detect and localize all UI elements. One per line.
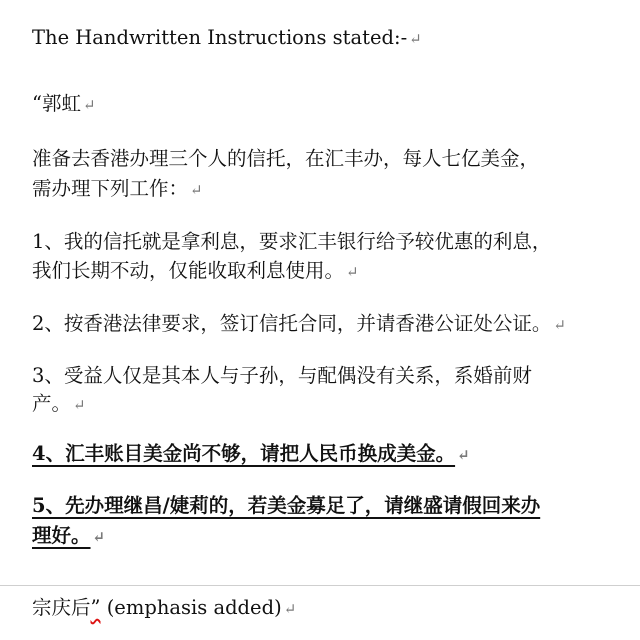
item-5-line-1: [32, 492, 540, 520]
signoff-name: 宗庆后: [32, 596, 91, 619]
item-3-text-1: 3、受益人仅是其本人与子孙，与配偶没有关系，系婚前财: [32, 364, 532, 387]
item-2-line-1: [32, 310, 566, 339]
item-5-text-1: 5、先办理继昌/婕莉的，若美金募足了，请继盛请假回来办: [32, 494, 541, 517]
heading-text: The Handwritten Instructions stated:-: [32, 26, 408, 49]
item-3-line-1: [32, 362, 532, 390]
paragraph-mark-icon: ↵: [283, 600, 297, 618]
item-1-line-1: [32, 228, 551, 256]
paragraph-mark-icon: ↵: [457, 446, 470, 464]
item-5-line-2: [32, 522, 105, 551]
item-3-line-2: [32, 390, 86, 419]
intro-line-1: [32, 145, 539, 173]
item-1-line-2: [32, 257, 359, 286]
paragraph-mark-icon: ↵: [190, 181, 203, 199]
salutation-line: [32, 90, 96, 119]
paragraph-mark-icon: ↵: [409, 30, 422, 48]
heading-line: [32, 24, 422, 53]
signoff-quote: ”: [90, 596, 101, 619]
intro-line-2: [32, 175, 203, 204]
paragraph-mark-icon: ↵: [553, 316, 566, 334]
item-4-text-1: 4、汇丰账目美金尚不够，请把人民币换成美金。: [32, 442, 456, 465]
signoff-note: (emphasis added): [100, 596, 282, 619]
signoff-line: [32, 594, 296, 623]
item-1-text-2: 我们长期不动，仅能收取利息使用。: [32, 259, 345, 282]
item-1-text-1: 1、我的信托就是拿利息，要求汇丰银行给予较优惠的利息，: [32, 230, 552, 253]
intro-text-1: 准备去香港办理三个人的信托，在汇丰办，每人七亿美金，: [32, 147, 540, 170]
paragraph-mark-icon: ↵: [346, 263, 359, 281]
intro-text-2: 需办理下列工作：: [32, 177, 189, 200]
item-2-text-1: 2、按香港法律要求，签订信托合同，并请香港公证处公证。: [32, 312, 552, 335]
paragraph-mark-icon: ↵: [82, 96, 96, 114]
item-3-text-2: 产。: [32, 392, 72, 415]
salutation-text: “郭虹: [32, 92, 81, 115]
item-5-text-2: 理好。: [32, 524, 91, 547]
paragraph-mark-icon: ↵: [92, 528, 106, 546]
page-separator: [0, 585, 640, 586]
paragraph-mark-icon: ↵: [73, 396, 86, 414]
item-4-line-1: [32, 440, 470, 469]
